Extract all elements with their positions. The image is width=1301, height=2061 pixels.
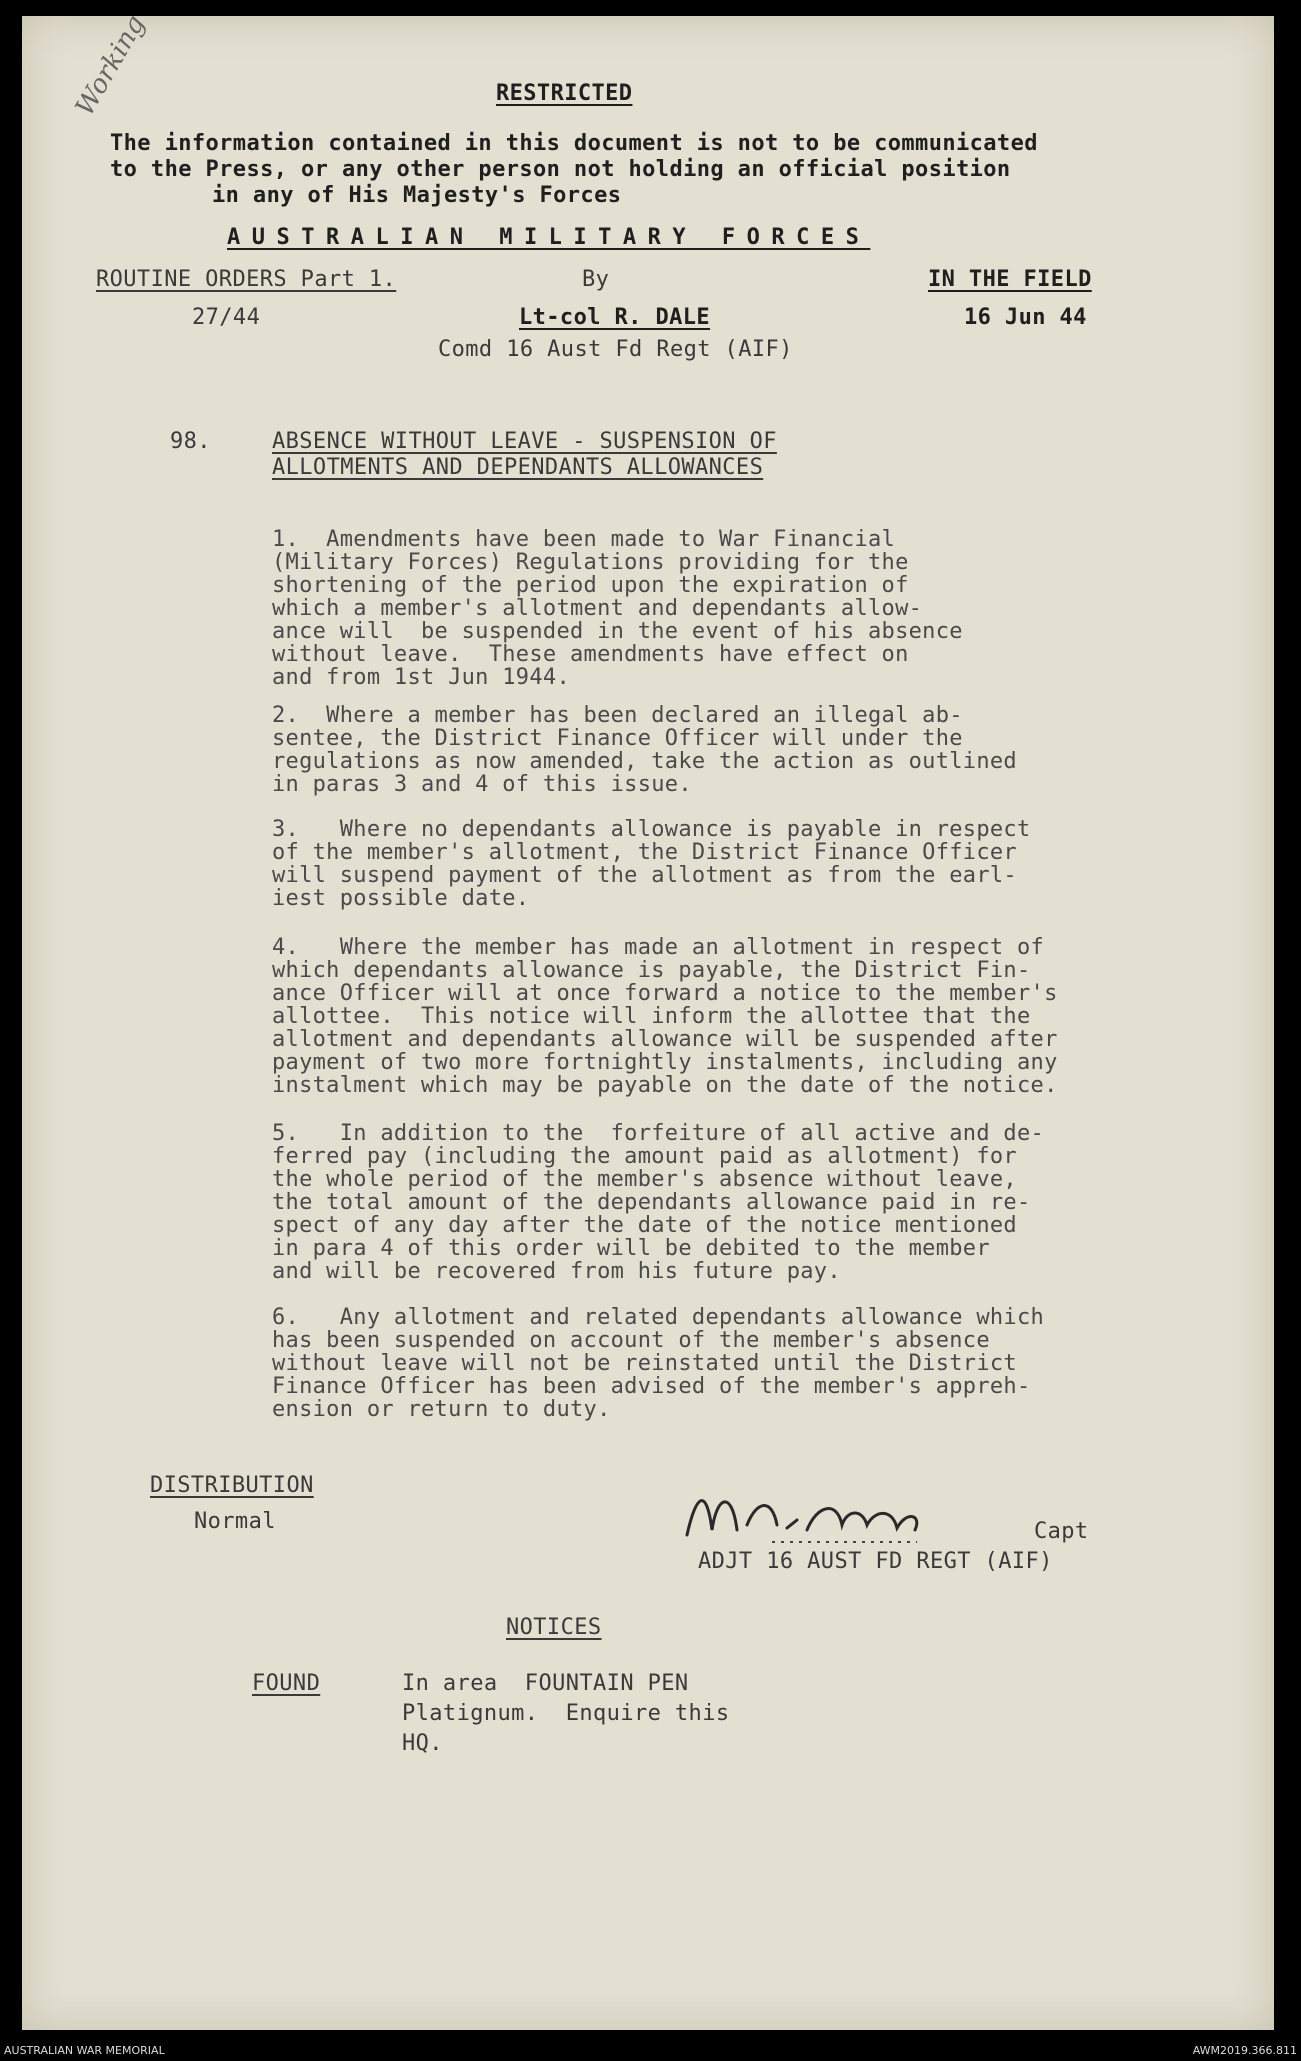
routine-orders-label: ROUTINE ORDERS Part 1. — [96, 267, 397, 292]
notice-line-c: HQ. — [402, 1731, 443, 1756]
classification-heading: RESTRICTED — [496, 81, 633, 106]
distribution-value: Normal — [194, 1509, 276, 1534]
notice-line-2: to the Press, or any other person not holding an official position — [110, 157, 1011, 182]
distribution-label: DISTRIBUTION — [150, 1473, 314, 1498]
order-item-number: 98. — [170, 429, 211, 454]
paragraph-6: 6. Any allotment and related dependants allowance which has been suspended on account of the member's absence without leave will not be reinstated until the District Finance Officer has been advised of the member's appreh- ension or return to duty. — [272, 1305, 1045, 1422]
paragraph-4: 4. Where the member has made an allotment in respect of which dependants allowance is payable, the District Fin- ance Officer will at once forward a notice to the member's allottee. This notice will inform the allottee that the allotment and dependants allowance will be suspended after payment of two more fortnightly instalments, including any instalment which may be payable on the date of the notice. — [272, 935, 1058, 1098]
commander-name: Lt-col R. DALE — [519, 305, 711, 330]
notice-line-3: in any of His Majesty's Forces — [212, 183, 622, 208]
notice-line-a: In area FOUNTAIN PEN — [402, 1671, 689, 1696]
notices-heading: NOTICES — [506, 1615, 602, 1640]
paragraph-3: 3. Where no dependants allowance is payable in respect of the member's allotment, the District Finance Officer will suspend payment of the allotment as from the earl- iest possible date. — [272, 817, 1031, 911]
margin-annotation: Working — [70, 10, 152, 122]
notice-line-b: Platignum. Enquire this — [402, 1701, 730, 1726]
signature-title: ADJT 16 AUST FD REGT (AIF) — [698, 1549, 1053, 1574]
notice-line-1: The information contained in this document is not to be communicated — [110, 131, 1038, 156]
order-date: 16 Jun 44 — [964, 305, 1087, 330]
order-number: 27/44 — [192, 305, 261, 330]
document-page — [22, 10, 1274, 2030]
paragraph-5: 5. In addition to the forfeiture of all active and de- ferred pay (including the amount paid as allotment) for the whole period of the member's absence without leave, the total amount of the dependants allowance paid in re- spect of any day after the date of the notice mentioned in para 4 of this order will be debited to the member and will be recovered from his future pay. — [272, 1121, 1045, 1284]
location-label: IN THE FIELD — [928, 267, 1092, 292]
order-title-line-1: ABSENCE WITHOUT LEAVE - SUSPENSION OF — [272, 429, 777, 454]
forces-heading: AUSTRALIAN MILITARY FORCES — [227, 225, 871, 250]
paragraph-2: 2. Where a member has been declared an illegal ab- sentee, the District Finance Officer will under the regulations as now amended, take the action as outlined in paras 3 and 4 of this issue. — [272, 703, 1017, 797]
footer-accession: AWM2019.366.811 — [1192, 2044, 1297, 2057]
command-line: Comd 16 Aust Fd Regt (AIF) — [438, 337, 793, 362]
signature-mark — [677, 1480, 957, 1550]
footer-institution: AUSTRALIAN WAR MEMORIAL — [4, 2044, 165, 2057]
order-title-line-2: ALLOTMENTS AND DEPENDANTS ALLOWANCES — [272, 455, 764, 480]
by-label: By — [582, 267, 610, 292]
paragraph-1: 1. Amendments have been made to War Financial (Military Forces) Regulations providing for the shortening of the period upon the expiration of which a member's allotment and dependants allow- ance will be suspended in the event of his absence without leave. These amendments have effect on and from 1st Jun 1944. — [272, 527, 963, 690]
found-label: FOUND — [252, 1671, 321, 1696]
signature-rank: Capt — [1034, 1519, 1089, 1544]
